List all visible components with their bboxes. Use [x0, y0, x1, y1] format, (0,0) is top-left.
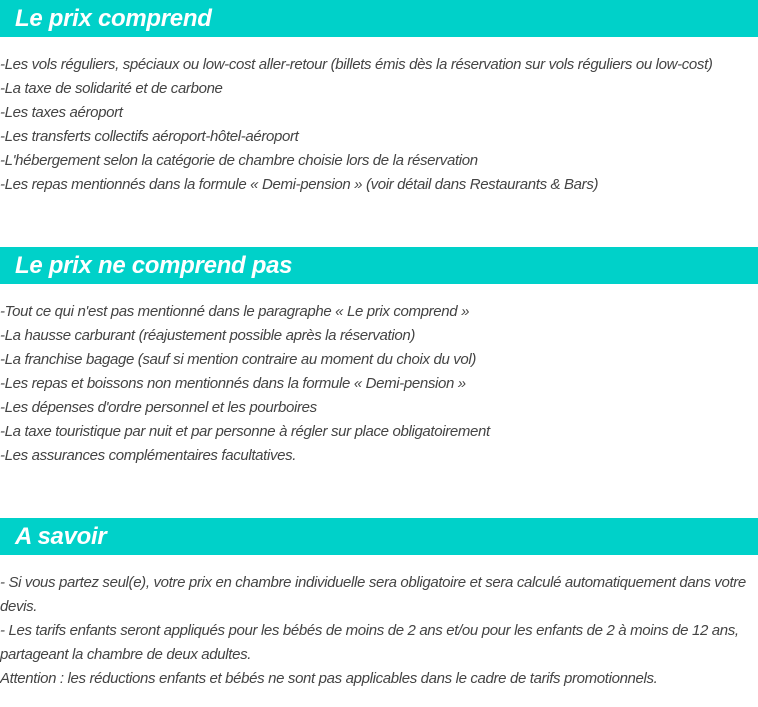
- list-item: -Les repas mentionnés dans la formule « Demi-pension » (voir détail dans Restaurants & Bars): [0, 176, 599, 193]
- section-header-good-to-know: [0, 518, 758, 555]
- list-item: -Les transferts collectifs aéroport-hôtel-aéroport: [0, 128, 299, 145]
- section-title: Le prix ne comprend pas: [15, 252, 293, 279]
- list-item: -L'hébergement selon la catégorie de chambre choisie lors de la réservation: [0, 152, 478, 169]
- section-header-not-included: [0, 247, 758, 284]
- list-item: -Les taxes aéroport: [0, 104, 123, 121]
- list-item: -La taxe de solidarité et de carbone: [0, 80, 223, 97]
- list-item: -La taxe touristique par nuit et par personne à régler sur place obligatoirement: [0, 423, 490, 440]
- list-item: -Les dépenses d'ordre personnel et les pourboires: [0, 399, 317, 416]
- list-item: -La franchise bagage (sauf si mention contraire au moment du choix du vol): [0, 351, 477, 368]
- section-title: Le prix comprend: [15, 5, 212, 32]
- list-item: -La hausse carburant (réajustement possible après la réservation): [0, 327, 415, 344]
- section-title: A savoir: [15, 523, 107, 550]
- list-item: -Tout ce qui n'est pas mentionné dans le paragraphe « Le prix comprend »: [0, 303, 470, 320]
- info-paragraph-children: - Les tarifs enfants seront appliqués pour les bébés de moins de 2 ans et/ou pour les enfants de 2 à moins de 12 ans, partageant la chambre de deux adultes.: [0, 622, 739, 663]
- info-paragraph-solo: - Si vous partez seul(e), votre prix en chambre individuelle sera obligatoire et sera calculé automatiquement dans votre devis.: [0, 574, 746, 615]
- included-list: [0, 53, 758, 197]
- not-included-list: [0, 300, 758, 468]
- section-header-included: [0, 0, 758, 37]
- list-item: -Les repas et boissons non mentionnés dans la formule « Demi-pension »: [0, 375, 466, 392]
- info-paragraph-attention: Attention : les réductions enfants et bébés ne sont pas applicables dans le cadre de tarifs promotionnels.: [0, 670, 658, 687]
- list-item: -Les assurances complémentaires facultatives.: [0, 447, 297, 464]
- list-item: -Les vols réguliers, spéciaux ou low-cost aller-retour (billets émis dès la réservation sur vols réguliers ou low-cost): [0, 56, 713, 73]
